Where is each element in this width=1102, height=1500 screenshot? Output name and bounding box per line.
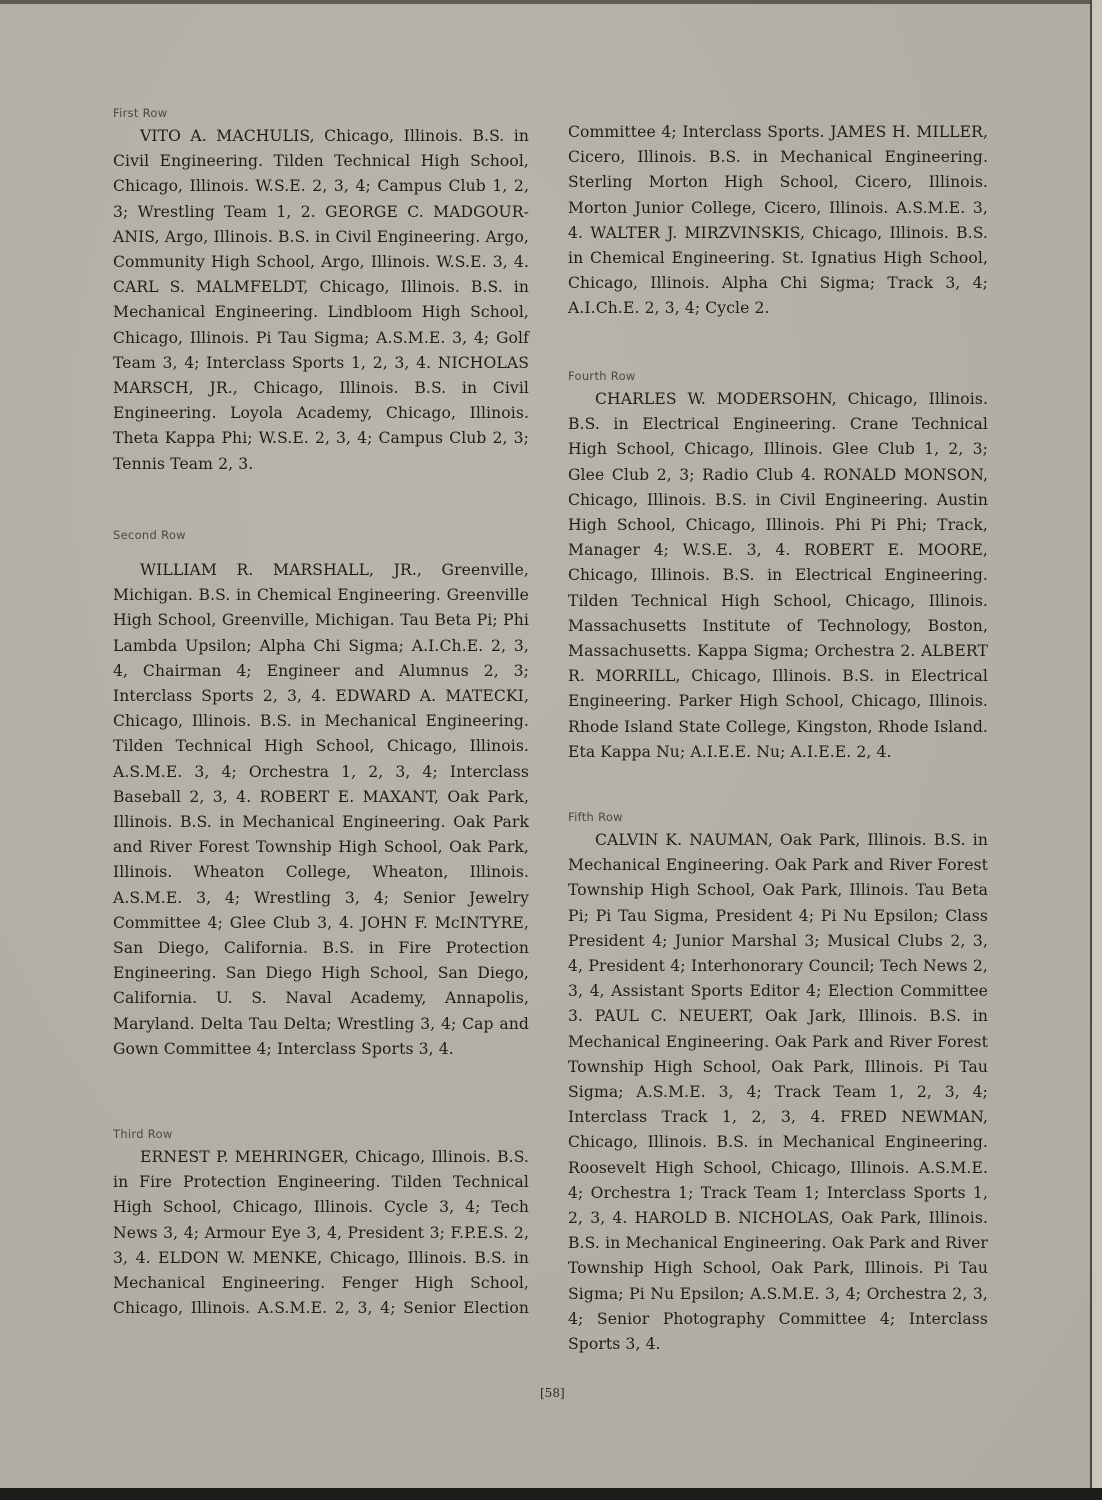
page-top-edge xyxy=(0,0,1102,4)
section-heading-fifth-row: Fifth Row xyxy=(568,810,623,824)
page-bottom-edge xyxy=(0,1488,1102,1500)
fifth-row-biographies: CALVIN K. NAUMAN, Oak Park, Illinois. B.S. in Mechanical Engineering. Oak Park and River Forest Township High School, Oak Park, Illinois. Tau Beta Pi; Pi Tau Sigma, President 4; Pi Nu Epsilon; Class President 4; Junior Marshal 3; Musical Clubs 2, 3, 4, President 4; Interhonorary Council; Tech News 2, 3, 4, Assistant Sports Editor 4; Election Committee 3. PAUL C. NEUERT, Oak Jark, Illinois. B.S. in Mechanical Engineering. Oak Park and River Forest Township High School, Oak Park, Illinois. Pi Tau Sigma; A.S.M.E. 3, 4; Track Team 1, 2, 3, 4; Interclass Track 1, 2, 3, 4. FRED NEWMAN, Chicago, Illinois. B.S. in Mechanical Engineering. Roosevelt High School, Chicago, Illinois. A.S.M.E. 4; Orchestra 1; Track Team 1; Interclass Sports 1, 2, 3, 4. HAROLD B. NICHOLAS, Oak Park, Illinois. B.S. in Mechanical Engineering. Oak Park and River Township High School, Oak Park, Illinois. Pi Tau Sigma; Pi Nu Epsilon; A.S.M.E. 3, 4; Orchestra 2, 3, 4; Senior Photography Committee 4; Interclass Sports 3, 4. xyxy=(568,831,988,1354)
right-column-fourth xyxy=(568,369,988,765)
right-column-fifth xyxy=(568,810,988,1357)
section-heading-fourth-row: Fourth Row xyxy=(568,369,636,383)
fourth-row-biographies: CHARLES W. MODERSOHN, Chicago, Illinois. B.S. in Electrical Engineering. Crane Technical High School, Chicago, Illinois. Glee Club 1, 2, 3; Glee Club 2, 3; Radio Club 4. RONALD MONSON, Chicago, Illinois. B.S. in Civil Engineering. Austin High School, Chicago, Illinois. Phi Pi Phi; Track, Manager 4; W.S.E. 3, 4. ROBERT E. MOORE, Chicago, Illinois. B.S. in Electrical Engineering. Tilden Technical High School, Chicago, Illinois. Massachusetts Institute of Technology, Boston, Massachusetts. Kappa Sigma; Orchestra 2. ALBERT R. MORRILL, Chicago, Illinois. B.S. in Electrical Engineering. Parker High School, Chicago, Illinois. Rhode Island State College, Kingston, Rhode Island. Eta Kappa Nu; A.I.E.E. Nu; A.I.E.E. 2, 4. xyxy=(568,390,988,761)
section-heading-second-row: Second Row xyxy=(113,528,186,542)
left-column xyxy=(113,106,529,477)
first-row-biographies: VITO A. MACHULIS, Chicago, Illinois. B.S. in Civil Engineering. Tilden Technical High School, Chicago, Illinois. W.S.E. 2, 3, 4; Campus Club 1, 2, 3; Wrestling Team 1, 2. GEORGE C. MADGOUR-ANIS, Argo, Illinois. B.S. in Civil Engineering. Argo, Community High School, Argo, Illinois. W.S.E. 3, 4. CARL S. MALMFELDT, Chicago, Illinois. B.S. in Mechanical Engineering. Lindbloom High School, Chicago, Illinois. Pi Tau Sigma; A.S.M.E. 3, 4; Golf Team 3, 4; Interclass Sports 1, 2, 3, 4. NICHOLAS MARSCH, JR., Chicago, Illinois. B.S. in Civil Engineering. Loyola Academy, Chicago, Illinois. Theta Kappa Phi; W.S.E. 2, 3, 4; Campus Club 2, 3; Tennis Team 2, 3. xyxy=(113,127,529,473)
page-right-edge xyxy=(1090,0,1102,1500)
third-row-biographies-continued: Committee 4; Interclass Sports. JAMES H. MILLER, Cicero, Illinois. B.S. in Mechanical Engineering. Sterling Morton High School, Cicero, Illinois. Morton Junior College, Cicero, Illinois. A.S.M.E. 3, 4. WALTER J. MIRZVINSKIS, Chicago, Illinois. B.S. in Chemical Engineering. St. Ignatius High School, Chicago, Illinois. Alpha Chi Sigma; Track 3, 4; A.I.Ch.E. 2, 3, 4; Cycle 2. xyxy=(568,123,988,318)
section-heading-first-row: First Row xyxy=(113,106,168,120)
left-column-third xyxy=(113,1127,529,1321)
third-row-biographies: ERNEST P. MEHRINGER, Chicago, Illinois. B.S. in Fire Protection Engineering. Tilden Technical High School, Chicago, Illinois. Cycle 3, 4; Tech News 3, 4; Armour Eye 3, 4, President 3; F.P.E.S. 2, 3, 4. ELDON W. MENKE, Chicago, Illinois. B.S. in Mechanical Engineering. Fenger High School, Chicago, Illinois. A.S.M.E. 2, 3, 4; Senior Election xyxy=(113,1148,529,1318)
section-heading-third-row: Third Row xyxy=(113,1127,173,1141)
second-row-biographies: WILLIAM R. MARSHALL, JR., Greenville, Michigan. B.S. in Chemical Engineering. Greenville High School, Greenville, Michigan. Tau Beta Pi; Phi Lambda Upsilon; Alpha Chi Sigma; A.I.Ch.E. 2, 3, 4, Chairman 4; Engineer and Alumnus 2, 3; Interclass Sports 2, 3, 4. EDWARD A. MATECKI, Chicago, Illinois. B.S. in Mechanical Engineering. Tilden Technical High School, Chicago, Illinois. A.S.M.E. 3, 4; Orchestra 1, 2, 3, 4; Interclass Baseball 2, 3, 4. ROBERT E. MAXANT, Oak Park, Illinois. B.S. in Mechanical Engineering. Oak Park and River Forest Township High School, Oak Park, Illinois. Wheaton College, Wheaton, Illinois. A.S.M.E. 3, 4; Wrestling 3, 4; Senior Jewelry Committee 4; Glee Club 3, 4. JOHN F. McINTYRE, San Diego, California. B.S. in Fire Protection Engineering. San Diego High School, San Diego, California. U. S. Naval Academy, Annapolis, Maryland. Delta Tau Delta; Wrestling 3, 4; Cap and Gown Committee 4; Interclass Sports 3, 4. xyxy=(113,561,529,1058)
left-column-second xyxy=(113,528,529,1062)
right-column xyxy=(568,120,988,322)
page-number: [58] xyxy=(540,1386,565,1400)
